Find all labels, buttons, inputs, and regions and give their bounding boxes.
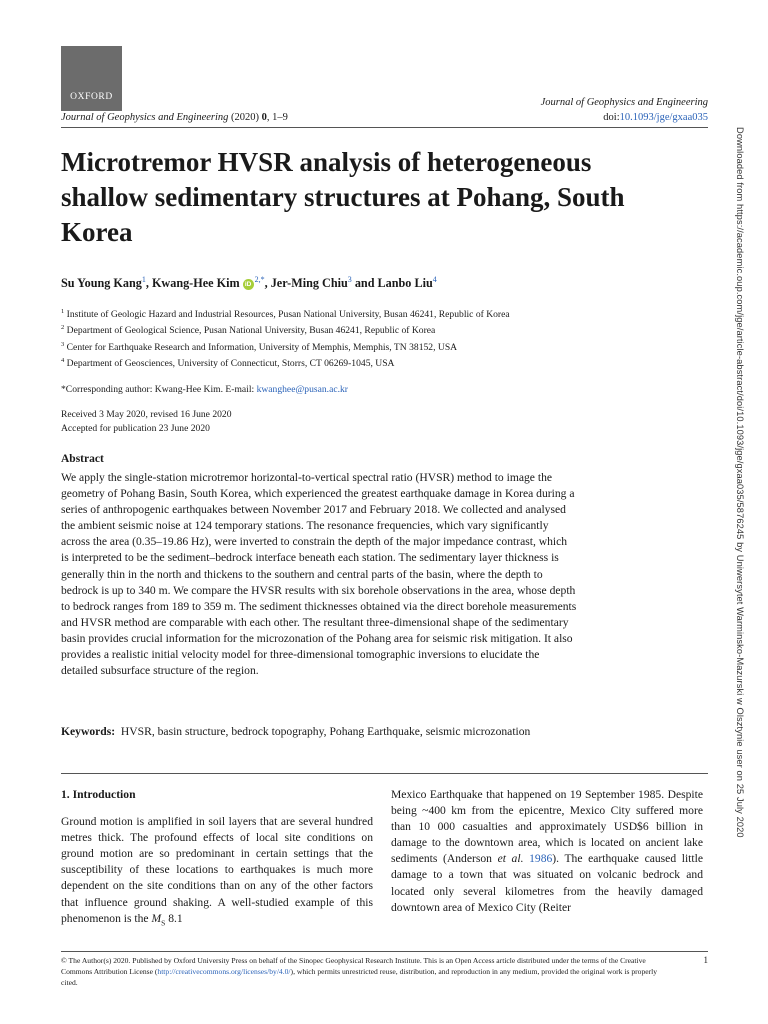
magnitude-subscript: S	[161, 917, 166, 927]
affiliation-item	[61, 305, 581, 321]
author-affil-marker[interactable]: 4	[432, 275, 437, 284]
keywords-list: HVSR, basin structure, bedrock topography, Pohang Earthquake, seismic microzonation	[120, 725, 531, 738]
email-link[interactable]: kwanghee@pusan.ac.kr	[256, 384, 348, 395]
magnitude-symbol	[151, 912, 165, 925]
affiliation-text: Department of Geosciences, University of Connecticut, Storrs, CT 06269-1045, USA	[66, 358, 395, 370]
body-text: Ground motion is amplified in soil layers that are several hundred metres thick. The profound effects of local site conditions on ground motion are so predominant in certain settings that the susceptibility of these locations to earthquakes is much more dependent on the site conditions than on any of the other factors that influence ground shaking. A well-studied example of this phenomenon is the	[61, 815, 373, 925]
corresponding-author	[61, 384, 348, 395]
author-name: Kwang-Hee Kim	[151, 276, 240, 291]
accepted-date: Accepted for publication 23 June 2020	[61, 423, 210, 434]
doi-prefix: doi:	[603, 112, 620, 123]
footer-rule	[61, 951, 708, 952]
author-name: Su Young Kang	[61, 276, 142, 291]
affiliation-item	[61, 338, 581, 354]
running-citation	[61, 112, 288, 123]
abstract-heading: Abstract	[61, 453, 104, 465]
citation-etal: et al.	[497, 852, 524, 866]
affiliation-item	[61, 321, 581, 337]
author-name: Lanbo Liu	[377, 276, 433, 291]
article-dates	[61, 408, 232, 436]
author-separator: ,	[264, 276, 271, 291]
section-heading: 1. Introduction	[61, 788, 136, 801]
keywords-label: Keywords:	[61, 725, 116, 738]
author-list	[61, 275, 437, 291]
body-text: 8.1	[165, 911, 183, 925]
body-paragraph	[391, 787, 703, 916]
author-name: Jer-Ming Chiu	[270, 276, 348, 291]
citation-link[interactable]: 1986	[529, 852, 553, 866]
affiliation-text: Center for Earthquake Research and Information, University of Memphis, Memphis, TN 38152, USA	[66, 341, 458, 353]
abstract-text: We apply the single-station microtremor horizontal-to-vertical spectral ratio (HVSR) method to image the geometry of Pohang Basin, South Korea, which experienced the greatest earthquake damage in Korea during a series of anthropogenic earthquakes between November 2017 and February 2018. We collected and analysed the ambient seismic noise at 124 temporary stations. The resonance frequencies, which vary significantly across the area (0.35–19.86 Hz), were inverted to constrain the depth of the major impedance contrast, which is interpreted to be the sediment–bedrock interface beneath each station. The sedimentary layer thickness is generally thin in the north and thickens to the southern and central parts of the basin, where the depth to bedrock is up to 340 m. We compare the HVSR results with six borehole observations in the area, whose depth to bedrock ranges from 189 to 359 m. The sediment thicknesses obtained via the direct borehole measurements and HVSR method are comparable with each other. The resultant three-dimensional shape of the sedimentary basin provides crucial information for the microzonation of the Pohang area for seismic risk mitigation. It also provides a realistic initial velocity model for three-dimensional tomographic inversions to elucidate the detailed subsurface structure of the region.	[61, 471, 577, 678]
oxford-logo-text: OXFORD	[70, 92, 113, 102]
affiliation-marker: 2	[61, 324, 65, 332]
affiliation-marker: 3	[61, 340, 65, 348]
article-title: Microtremor HVSR analysis of heterogeneous shallow sedimentary structures at Pohang, South Korea	[61, 147, 625, 247]
running-year: (2020)	[231, 112, 260, 123]
running-journal: Journal of Geophysics and Engineering	[61, 112, 229, 123]
license-text: © The Author(s) 2020. Published by Oxford University Press on behalf of the Sinopec Geophysical Research Institute. This is an Open Access article distributed under the terms of the Creative Commons Attribution License (	[61, 956, 646, 976]
corresponding-label: *Corresponding author: Kwang-Hee Kim. E-mail:	[61, 384, 257, 395]
affiliation-text: Department of Geological Science, Pusan National University, Busan 46241, Republic of Korea	[66, 325, 436, 337]
orcid-icon[interactable]: iD	[243, 279, 254, 290]
download-note: Downloaded from https://academic.oup.com/jge/article-abstract/doi/10.1093/jge/gxaa035/5876245 by Uniwersytet Warminsko-Mazurski w Olsztynie user on 25 July 2020	[735, 127, 745, 838]
author-separator: ,	[145, 276, 152, 291]
journal-name-header: Journal of Geophysics and Engineering	[540, 97, 708, 108]
body-column-left	[61, 787, 373, 931]
page-number: 1	[703, 955, 708, 965]
oxford-logo	[61, 46, 122, 111]
running-volume: 0	[261, 112, 267, 123]
body-column-right	[391, 787, 703, 916]
body-paragraph	[61, 814, 373, 931]
author-affil-marker[interactable]: 2,*	[254, 275, 265, 284]
running-pages: , 1–9	[266, 112, 288, 123]
section-rule	[61, 773, 708, 774]
doi-line	[603, 112, 708, 123]
license-link[interactable]: http://creativecommons.org/licenses/by/4.0/	[157, 967, 291, 976]
body-text: Mexico Earthquake that happened on 19 September 1985. Despite being ~400 km from the epicentre, Mexico City suffered more than 10 000 casualties and approximately USD$6 billion in damage to the downtown area, which is located on ancient lake sediments (Anderson	[391, 788, 703, 866]
keywords	[61, 724, 561, 740]
affiliation-item	[61, 354, 581, 370]
license-text: ), which permits unrestricted reuse, distribution, and reproduction in any medium, provided the original work is properly cited.	[61, 967, 658, 987]
affiliation-text: Institute of Geologic Hazard and Industrial Resources, Pusan National University, Busan 46241, Republic of Korea	[66, 309, 510, 321]
received-date: Received 3 May 2020, revised 16 June 2020	[61, 409, 232, 420]
affiliation-marker: 4	[61, 357, 65, 365]
author-affil-marker[interactable]: 1	[141, 275, 146, 284]
doi-link[interactable]: 10.1093/jge/gxaa035	[619, 112, 708, 123]
author-affil-marker[interactable]: 3	[347, 275, 352, 284]
magnitude-letter: M	[151, 911, 162, 925]
header-rule	[61, 127, 708, 128]
body-text: ). The earthquake caused little damage to a town that was situated on volcanic bedrock and located only several kilometres from the heavily damaged downtown area of Mexico City (Reiter	[391, 852, 703, 914]
author-separator: and	[351, 276, 378, 291]
license-footer	[61, 955, 671, 988]
affiliation-list	[61, 305, 581, 371]
affiliation-marker: 1	[61, 308, 65, 315]
